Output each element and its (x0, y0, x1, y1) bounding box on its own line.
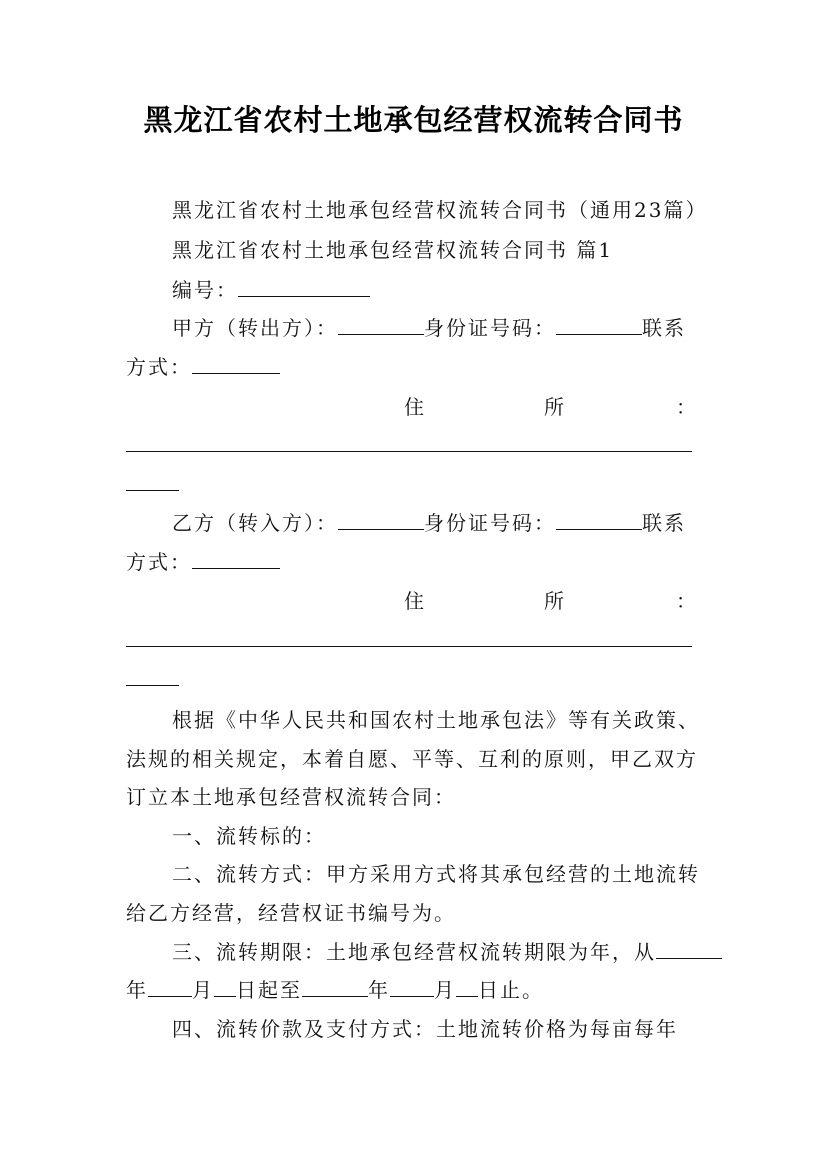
document-subtitle: 黑龙江省农村土地承包经营权流转合同书（通用23篇） (172, 198, 708, 222)
preamble-line-2: 法规的相关规定，本着自愿、平等、互利的原则，甲乙双方 (126, 747, 698, 771)
party-a-address-char-2: 所 (544, 395, 564, 419)
part-heading: 黑龙江省农村土地承包经营权流转合同书 篇1 (172, 238, 614, 262)
party-b-contact-row (126, 548, 711, 576)
party-a-contact-row (126, 353, 711, 381)
clause-3-blank-day-1 (214, 976, 236, 997)
number-label: 编号： (172, 278, 238, 302)
clause-2-line-1: 二、流转方式：甲方采用方式将其承包经营的土地流转 (172, 862, 700, 886)
party-a-id-blank (556, 314, 642, 335)
party-a-address-blank (126, 451, 692, 452)
clause-3-blank-day-2 (456, 976, 478, 997)
number-row (172, 276, 757, 304)
party-a-id-label: 身份证号码： (424, 316, 556, 340)
party-b-id-label: 身份证号码： (424, 511, 556, 535)
party-b-id-blank (556, 509, 642, 530)
party-b-address-colon: ： (676, 589, 696, 613)
party-a-contact-label-2: 方式： (126, 355, 192, 379)
party-b-label: 乙方（转入方）： (172, 511, 338, 535)
party-a-contact-blank (192, 353, 280, 374)
party-b-contact-blank (192, 548, 280, 569)
party-b-name-blank (338, 509, 424, 530)
party-b-contact-label: 联系 (642, 511, 686, 535)
party-b-row (172, 509, 757, 537)
party-a-address-colon: ： (676, 395, 696, 419)
document-title: 黑龙江省农村土地承包经营权流转合同书 (143, 103, 684, 137)
party-b-contact-label-2: 方式： (126, 550, 192, 574)
clause-3-day-2: 日止。 (478, 978, 544, 1002)
party-b-address-char-1: 住 (404, 589, 424, 613)
party-a-label: 甲方（转出方）： (172, 316, 338, 340)
clause-3-month-2: 月 (434, 978, 456, 1002)
preamble-line-3: 订立本土地承包经营权流转合同： (126, 785, 456, 809)
clause-3-blank-month-2 (390, 976, 434, 997)
clause-3-day-1: 日起至 (236, 978, 302, 1002)
party-a-address-blank-cont (126, 490, 179, 491)
preamble-line-1: 根据《中华人民共和国农村土地承包法》等有关政策、 (172, 708, 700, 732)
clause-3-blank-month-1 (148, 976, 192, 997)
clause-3-line-1 (172, 938, 757, 966)
clause-3-blank-year-2 (302, 976, 368, 997)
party-a-address-char-1: 住 (404, 395, 424, 419)
clause-3-year-2: 年 (368, 978, 390, 1002)
clause-3-year-1: 年 (126, 978, 148, 1002)
clause-3-month-1: 月 (192, 978, 214, 1002)
party-a-row (172, 314, 757, 342)
party-b-address-blank-cont (126, 685, 179, 686)
clause-4-line-1: 四、流转价款及支付方式：土地流转价格为每亩每年 (172, 1017, 678, 1041)
party-b-address-char-2: 所 (544, 589, 564, 613)
clause-1: 一、流转标的： (172, 824, 326, 848)
clause-3-line-2 (126, 976, 711, 1004)
number-blank (238, 276, 370, 297)
party-a-name-blank (338, 314, 424, 335)
party-a-contact-label: 联系 (642, 316, 686, 340)
clause-3-blank-1 (656, 938, 722, 959)
clause-2-line-2: 给乙方经营，经营权证书编号为。 (126, 901, 456, 925)
party-b-address-blank (126, 646, 692, 647)
clause-3-text: 三、流转期限：土地承包经营权流转期限为年，从 (172, 940, 656, 964)
